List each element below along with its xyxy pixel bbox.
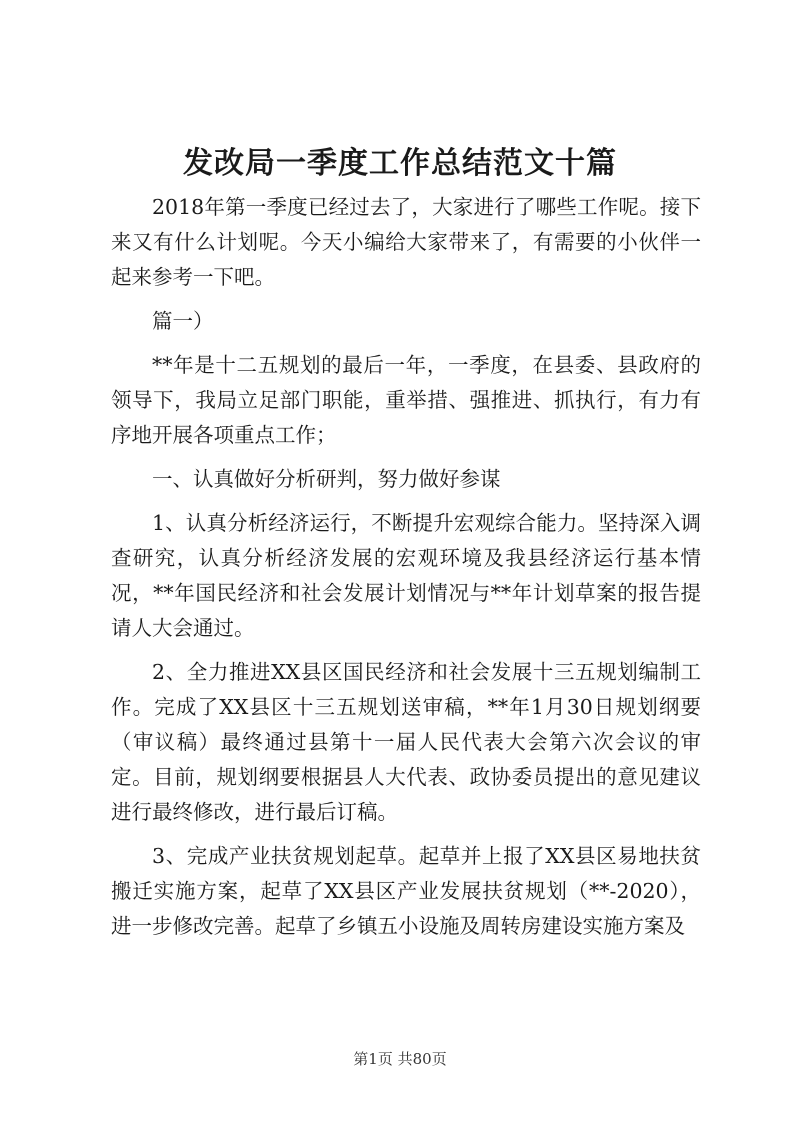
paragraph-section-label: 篇一） [152,309,214,333]
paragraph-intro: 2018年第一季度已经过去了，大家进行了哪些工作呢。接下来又有什么计划呢。今天小编给大家带来了，有需要的小伙伴一起来参考一下吧。 [111,195,701,289]
paragraph-overview: **年是十二五规划的最后一年，一季度，在县委、县政府的领导下，我局立足部门职能，重举措、强推进、抓执行，有力有序地开展各项重点工作； [111,353,701,447]
paragraph-heading-one: 一、认真做好分析研判，努力做好参谋 [152,467,501,491]
document-body [111,190,701,944]
paragraph-item-3: 3、完成产业扶贫规划起草。起草并上报了XX县区易地扶贫搬迁实施方案，起草了XX县区产业发展扶贫规划（**-2020），进一步修改完善。起草了乡镇五小设施及周转房建设实施方案及 [111,844,701,938]
paragraph-item-2: 2、全力推进XX县区国民经济和社会发展十三五规划编制工作。完成了XX县区十三五规划送审稿，**年1月30日规划纲要（审议稿）最终通过县第十一届人民代表大会第六次会议的审定。目前，规划纲要根据县人大代表、政协委员提出的意见建议进行最终修改，进行最后订稿。 [111,660,701,824]
page-footer: 第1页 共80页 [353,1050,447,1068]
paragraph-item-1: 1、认真分析经济运行，不断提升宏观综合能力。坚持深入调查研究，认真分析经济发展的宏观环境及我县经济运行基本情况，**年国民经济和社会发展计划情况与**年计划草案的报告提请人大会通过。 [111,511,701,640]
document-title: 发改局一季度工作总结范文十篇 [183,146,617,181]
